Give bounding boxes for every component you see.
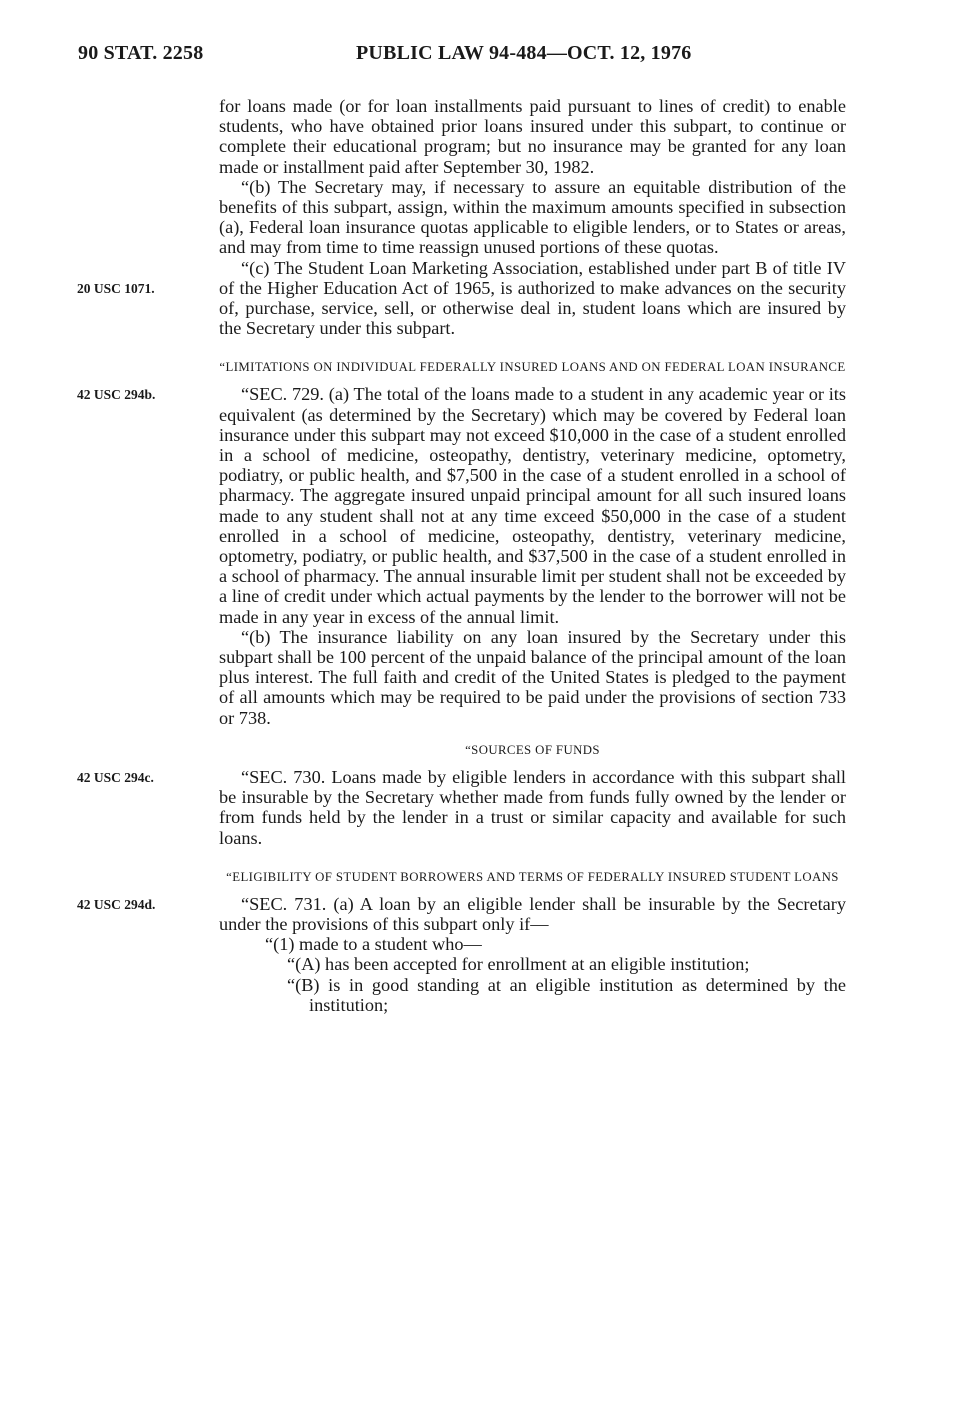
section-label: “SEC. 729.: [241, 384, 324, 405]
margin-citation: 20 USC 1071.: [77, 280, 155, 296]
list-item: “(1) made to a student who—: [265, 934, 482, 955]
section-text: (a) A loan by an eligible lender shall be insurable by the Secretary under the provisions of this subpart only if—: [219, 893, 847, 934]
margin-citation: 42 USC 294b.: [77, 387, 156, 403]
section-label: “SEC. 730.: [241, 766, 326, 787]
section-729: [77, 384, 846, 627]
section-729-b: “(b) The insurance liability on any loan insured by the Secretary under this subpart shall be 100 percent of the unpaid balance of the principal amount of the loan plus interest. The full faith and credit of the United States is pledged to the payment of all amounts which may be required to be paid under the provisions of section 733 or 738.: [219, 626, 846, 728]
section-label: “SEC. 731.: [241, 893, 327, 914]
paragraph-continuation: for loans made (or for loan installments paid pursuant to lines of credit) to enable students, who have obtained prior loans insured under this subpart, to continue or complete their educational program; but no insurance may be granted for any loan made or installment paid after September 30, 1982.: [219, 96, 846, 177]
section-text: (a) The total of the loans made to a student in any academic year or its equivalent (as determined by the Secretary) which may be covered by Federal loan insurance under this subpart may not exceed $10,000 in the case of a student enrolled in a school of medicine, osteopathy, dentistry, veterinary medicine, optometry, podiatry, or public health, and $7,500 in the case of a student enrolled in a school of pharmacy. The aggregate insured unpaid principal amount for all such insured loans made to any student shall not at any time exceed $50,000 in the case of a student enrolled in a school of medicine, osteopathy, dentistry, veterinary medicine, optometry, podiatry, or public health, and $37,500 in the case of a student enrolled in a school of pharmacy. The annual insurable limit per student shall not be exceeded by a line of credit under which actual payments by the lender to the borrower will not be made in any year in excess of the annual limit.: [219, 384, 846, 627]
section-729-a: [219, 384, 846, 626]
section-text: Loans made by eligible lenders in accordance with this subpart shall be insurable by the Secretary whether made from funds fully owned by the lender or from funds held by the lender in a trust or similar capacity and available for such loans.: [219, 766, 847, 848]
paragraph-b: “(b) The Secretary may, if necessary to assure an equitable distribution of the benefits of this subpart, assign, within the maximum amounts specified in subsection (a), Federal loan insurance quotas applicable to eligible lenders, or to States or areas, and may from time to time reassign unused portions of these quotas.: [219, 176, 846, 258]
section-731: [77, 893, 847, 934]
list-item: “(A) has been accepted for enrollment at an eligible institution;: [287, 954, 750, 975]
statute-page-number: 90 STAT. 2258: [78, 42, 204, 64]
section-heading: “LIMITATIONS ON INDIVIDUAL FEDERALLY INSURED LOANS AND ON FEDERAL LOAN INSURANCE: [219, 360, 846, 375]
margin-citation: 42 USC 294d.: [77, 896, 156, 912]
section-731-a: [219, 894, 846, 934]
page-header: [78, 42, 894, 74]
public-law-title: PUBLIC LAW 94-484—OCT. 12, 1976: [356, 42, 692, 64]
section-730-text: [219, 767, 846, 848]
paragraph-c-block: [77, 257, 846, 339]
section-heading: “SOURCES OF FUNDS: [465, 742, 600, 757]
body-text: [77, 96, 847, 1015]
section-heading: “ELIGIBILITY OF STUDENT BORROWERS AND TERMS OF FEDERALLY INSURED STUDENT LOANS: [226, 869, 839, 884]
margin-citation: 42 USC 294c.: [77, 769, 154, 785]
paragraph-c: “(c) The Student Loan Marketing Association, established under part B of title IV of the Higher Education Act of 1965, is authorized to make advances on the security of, purchase, service, sell, or otherwise deal in, student loans which are insured by the Secretary under this subpart.: [219, 257, 846, 339]
list-item: “(B) is in good standing at an eligible institution as determined by the institution;: [287, 974, 846, 1015]
section-730: [77, 766, 847, 848]
